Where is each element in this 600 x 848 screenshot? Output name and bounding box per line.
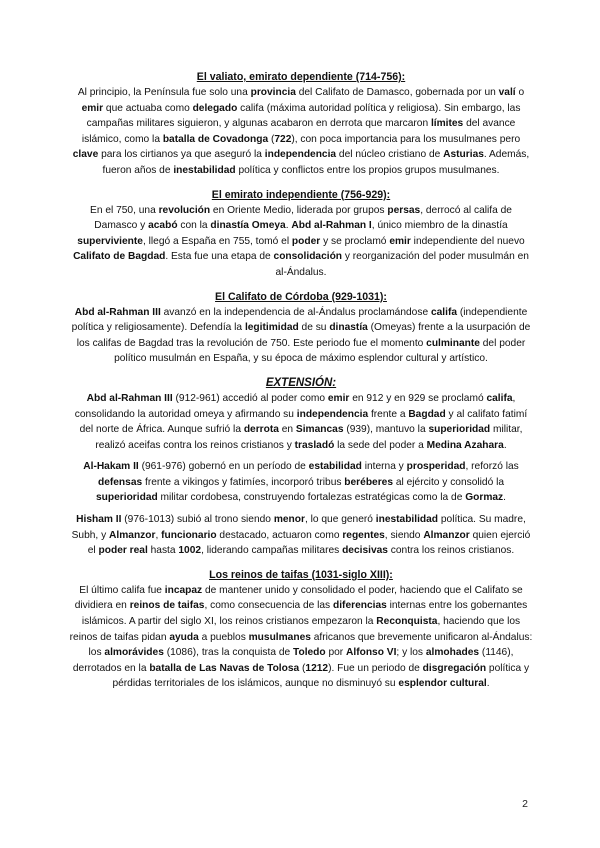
bold-term: batalla de Covadonga [162,133,269,145]
text-run: ( [299,662,306,674]
bold-term: inestabilidad [173,164,236,176]
text-run: con la [177,220,211,232]
document-section [68,376,534,559]
bold-term: clave [72,149,99,161]
body-paragraph [68,305,534,367]
text-run: del poder político musulmán en España, y su época de máximo esplendor cultural y artístico. [114,337,526,365]
body-paragraph [68,391,534,453]
bold-term: dinastía Omeya [210,220,286,232]
text-run: , lo que generó [304,514,376,526]
bold-term: valí [498,87,516,98]
bold-term: reinos de taifas [129,600,205,612]
bold-term: trasladó [294,439,335,451]
text-run: y reorganización del poder musulmán en al-Ándalus. [275,251,529,278]
document-section [68,188,534,281]
text-run: al ejército y consolidó la [393,476,505,488]
bold-term: 1002 [178,545,202,557]
text-run: (Omeyas) frente a la usurpación de los califas de Bagdad tras la revolución de 750. Este periodo fue el momento [76,322,531,349]
bold-term: funcionario [161,529,217,541]
text-run: (961-976) gobernó en un período de [138,461,309,473]
document-body [68,70,534,701]
bold-term: revolución [158,204,211,216]
section-heading: El valiato, emirato dependiente (714-756): [196,71,406,83]
text-run: internas entre los gobernantes islámicos. A partir del siglo XI, los reinos cristianos empezaron la [81,600,528,628]
text-run: militar cordobesa, construyendo fortalezas estratégicas como la de [157,492,466,504]
text-run: independiente del nuevo [410,235,525,247]
text-run: , consolidando la autoridad omeya y afirmando su [74,392,516,420]
bold-term: prosperidad [406,461,466,473]
text-run: , único miembro de la dinastía [371,220,508,232]
bold-term: dinastía [329,322,368,334]
body-paragraph [68,85,534,179]
text-run: frente a vikingos y fatimíes, incorporó tribus [142,476,345,488]
bold-term: diferencias [333,600,387,612]
bold-term: persas [387,204,421,216]
bold-term: límites [430,118,464,130]
text-run: ). Fue un periodo de [328,662,423,674]
bold-term: superioridad [428,424,491,436]
body-paragraph [68,203,534,281]
text-run: (1086), tras la conquista de [163,647,293,659]
section-heading: El Califato de Córdoba (929-1031): [215,290,387,303]
bold-term: 722 [274,133,292,145]
body-paragraph [68,459,534,506]
bold-term: batalla de Las Navas de Tolosa [149,662,300,674]
bold-term: Bagdad [408,408,446,420]
text-run: . Esta fue una etapa de [165,251,274,263]
bold-term: musulmanes [248,631,311,643]
text-run: de su [298,322,330,334]
bold-term: Al-Hakam II [83,461,139,473]
text-run: frente a [368,408,409,420]
section-heading: El emirato independiente (756-929): [211,188,391,201]
text-run: ( [268,133,275,145]
text-run: , liderando campañas militares [201,545,343,557]
bold-term: emir [327,392,350,404]
text-run: en 912 y en 929 se proclamó [349,392,487,404]
text-run: del avance islámico, como la [81,118,516,145]
bold-term: independencia [264,149,337,161]
text-run: (independiente política y religiosamente). Defendía la [71,306,528,334]
bold-term: Simancas [295,424,344,436]
document-section [68,70,534,179]
bold-term: Almanzor [423,529,470,541]
bold-term: estabilidad [308,461,362,473]
text-run: en [278,424,296,436]
text-run: quien ejerció el [87,529,531,557]
text-run: , haciendo que los reinos de taifas pidan [69,616,521,643]
bold-term: emir [81,102,104,114]
text-run: política. Su madre, Subh, y [71,514,526,541]
bold-term: acabó [148,220,178,232]
document-section [68,290,534,367]
section-heading: EXTENSIÓN: [265,376,337,389]
text-run: destacado, actuaron como [216,529,343,541]
bold-term: legitimidad [244,322,299,334]
bold-term: consolidación [273,251,343,263]
bold-term: esplendor cultural [398,678,487,690]
text-run: y al califato fatimí del norte de África. Aunque sufrió la [79,408,528,436]
document-section [68,568,534,692]
text-run: califa (máxima autoridad política y religiosa). Sin embargo, las campañas militares siguieron, y algunas acabaron en derrota que marcaron [86,102,521,130]
bold-term: Hisham II [76,514,122,526]
bold-term: ayuda [169,631,199,643]
bold-term: Abd al-Rahman III [86,392,173,404]
bold-term: superioridad [96,492,158,504]
body-paragraph [68,512,534,559]
text-run: del núcleo cristiano de [336,149,444,161]
text-run: ; y los [396,647,426,659]
bold-term: califa [486,392,513,404]
bold-term: delegado [192,102,238,114]
text-run: . Además, fueron años de [102,149,530,176]
bold-term: Abd al-Rahman III [74,306,161,318]
bold-term: Reconquista [376,616,438,628]
text-run: a pueblos [198,631,249,643]
text-run: africanos que brevemente unificaron al-Ándalus: los [88,631,533,659]
text-run: o [515,87,525,98]
text-run: política y pérdidas territoriales de los islámicos, aunque no disminuyó su [112,662,530,690]
bold-term: decisivas [342,545,388,557]
bold-term: culminante [426,337,480,349]
bold-term: incapaz [164,584,203,596]
text-run: , como consecuencia de las [204,600,333,612]
text-run: del Califato de Damasco, gobernada por un [295,87,499,98]
text-run: (912-961) accedió al poder como [172,392,328,404]
bold-term: Gormaz [465,492,504,504]
text-run: En el 750, una [90,204,159,216]
text-run: de mantener unido y consolidado el poder, haciendo que el Califato se dividiera en [74,584,523,612]
page-number: 2 [522,798,528,810]
bold-term: almorávides [104,647,164,659]
bold-term: derrota [243,424,279,436]
text-run: . [486,678,490,690]
bold-term: Almanzor [109,529,156,541]
text-run: . [503,492,506,504]
text-run: avanzó en la independencia de al-Ándalus proclamándose [160,306,431,318]
text-run: por [325,647,347,659]
bold-term: poder real [98,545,148,557]
bold-term: inestabilidad [375,514,439,526]
text-run: interna y [361,461,407,473]
bold-term: califa [430,306,458,318]
text-run: contra los reinos cristianos. [387,545,515,557]
bold-term: 1212 [305,662,329,674]
text-run: para los cirtianos ya que aseguró la [98,149,265,161]
text-run: El último califa fue [79,584,165,596]
text-run: (939), mantuvo la [343,424,429,436]
bold-term: beréberes [344,476,394,488]
bold-term: Califato de Bagdad [73,251,166,263]
text-run: (1146), derrotados en la [72,647,514,674]
text-run: política y conflictos entre los propios grupos musulmanes. [235,164,500,176]
text-run: la sede del poder a [334,439,427,451]
text-run: en Oriente Medio, liderada por grupos [210,204,388,216]
bold-term: disgregación [422,662,487,674]
text-run: militar, realizó aceifas contra los reinos cristianos y [95,424,523,451]
text-run: , reforzó las [465,461,519,473]
bold-term: Toledo [293,647,326,659]
bold-term: emir [389,235,411,247]
text-run: , siendo [384,529,424,541]
bold-term: poder [291,235,321,247]
text-run: ), con poca importancia para los musulmanes pero [291,133,521,145]
text-run: , llegó a España en 755, tomó el [142,235,292,247]
bold-term: independencia [296,408,369,420]
bold-term: menor [273,514,305,526]
bold-term: Alfonso VI [346,647,397,659]
text-run: , [155,529,162,541]
text-run: , derrocó al califa de Damasco y [94,204,512,232]
body-paragraph [68,583,534,692]
text-run: que actuaba como [103,102,193,114]
section-heading: Los reinos de taifas (1031-siglo XIII): [209,568,393,581]
bold-term: almohades [425,647,480,659]
text-run: Al principio, la Península fue solo una [77,87,251,98]
text-run: hasta [147,545,179,557]
bold-term: Medina Azahara [426,439,504,451]
text-run: y se proclamó [320,235,390,247]
bold-term: Asturias [443,149,484,161]
text-run: (976-1013) subió al trono siendo [121,514,274,526]
bold-term: Abd al-Rahman I [291,220,372,232]
bold-term: superviviente [77,235,143,247]
text-run: . [503,439,507,451]
bold-term: provincia [250,87,296,98]
bold-term: regentes [342,529,385,541]
bold-term: defensas [97,476,143,488]
text-run: . [285,220,292,232]
